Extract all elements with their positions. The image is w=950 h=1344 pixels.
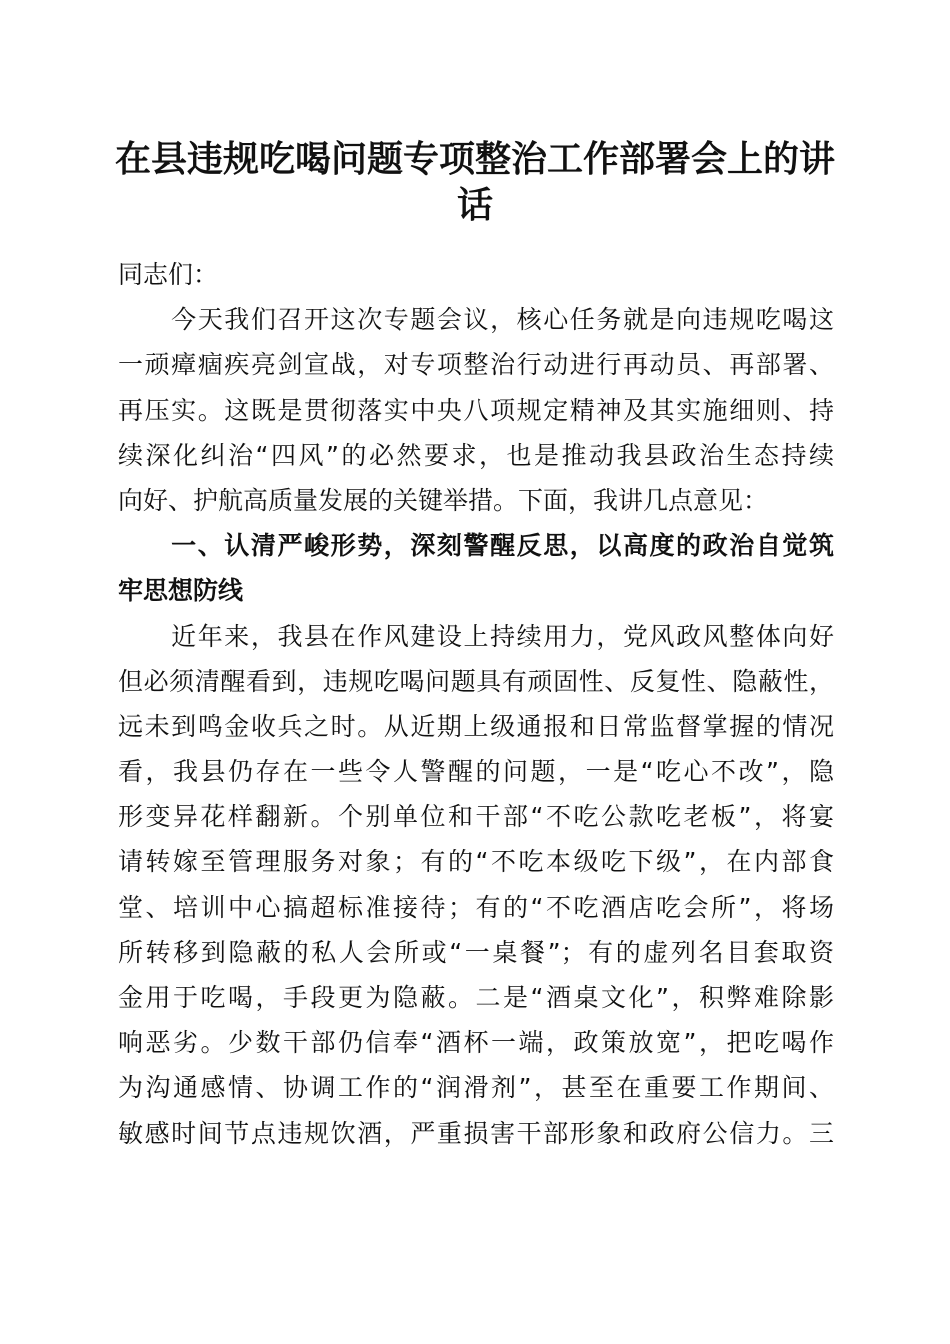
text-line: 一顽瘴痼疾亮剑宣战，对专项整治行动进行再动员、再部署、 — [118, 350, 834, 380]
text-line: 金用于吃喝，手段更为隐蔽。二是“酒桌文化”，积弊难除影 — [118, 983, 834, 1012]
text-line: 形变异花样翻新。个别单位和干部“不吃公款吃老板”，将宴 — [118, 802, 834, 832]
text-line: 响恶劣。少数干部仍信奉“酒杯一端，政策放宽”，把吃喝作 — [118, 1028, 834, 1058]
title-line: 在县违规吃喝问题专项整治工作部署会上的讲 — [114, 138, 835, 180]
text-line: 但必须清醒看到，违规吃喝问题具有顽固性、反复性、隐蔽性， — [118, 666, 834, 696]
paragraph-situation — [118, 614, 834, 1156]
paragraph-intro — [118, 297, 834, 523]
text-line: 堂、培训中心搞超标准接待；有的“不吃酒店吃会所”，将场 — [118, 892, 834, 922]
text-line: 再压实。这既是贯彻落实中央八项规定精神及其实施细则、持 — [118, 395, 834, 425]
text-line: 为沟通感情、协调工作的“润滑剂”，甚至在重要工作期间、 — [118, 1073, 834, 1103]
title-line: 话 — [456, 184, 493, 226]
salutation: 同志们： — [118, 260, 219, 289]
text-line: 请转嫁至管理服务对象；有的“不吃本级吃下级”，在内部食 — [118, 847, 834, 877]
text-line: 所转移到隐蔽的私人会所或“一桌餐”；有的虚列名目套取资 — [118, 937, 834, 967]
document-body — [118, 252, 834, 1156]
document-title — [100, 136, 850, 228]
text-line: 看，我县仍存在一些令人警醒的问题，一是“吃心不改”，隐 — [118, 757, 834, 787]
text-line: 向好、护航高质量发展的关键举措。下面，我讲几点意见： — [118, 485, 769, 515]
heading-line: 一、认清严峻形势，深刻警醒反思，以高度的政治自觉筑 — [118, 531, 834, 561]
text-line: 今天我们召开这次专题会议，核心任务就是向违规吃喝这 — [118, 305, 834, 335]
text-line: 续深化纠治“四风”的必然要求，也是推动我县政治生态持续 — [118, 440, 834, 470]
text-line: 远未到鸣金收兵之时。从近期上级通报和日常监督掌握的情况 — [118, 711, 834, 741]
text-line: 敏感时间节点违规饮酒，严重损害干部形象和政府公信力。三 — [118, 1118, 834, 1148]
text-line: 近年来，我县在作风建设上持续用力，党风政风整体向好 — [118, 621, 834, 651]
heading-line: 牢思想防线 — [118, 576, 244, 606]
section-heading — [118, 523, 834, 613]
